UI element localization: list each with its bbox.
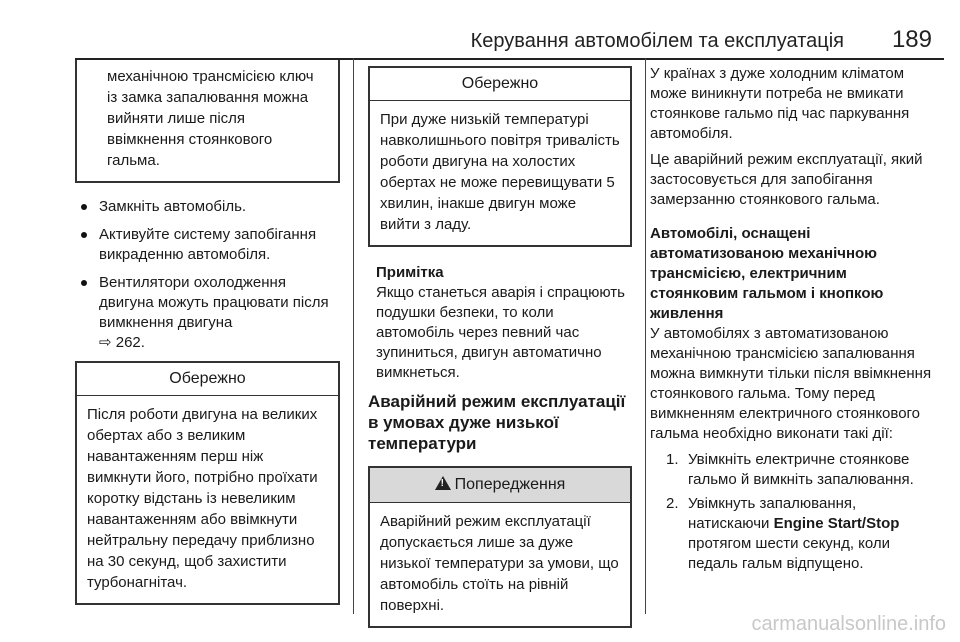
step-number: 1.	[666, 451, 679, 468]
caution-box	[75, 361, 340, 605]
list-item-text: Активуйте систему запобігання викраденню автомобіля.	[99, 226, 317, 263]
column-3	[650, 60, 936, 578]
caution-box	[368, 66, 632, 247]
column-divider	[645, 58, 646, 614]
paragraph: У країнах з дуже холодним кліматом може виникнути потреба не вмикати стоянкове гальмо під час паркування автомобіля.	[650, 65, 910, 142]
note-text: Якщо станеться аварія і спрацюють подушки безпеки, то коли автомобіль через певний час зупиниться, двигун автоматично вимкнеться.	[376, 284, 625, 381]
step-text: Увімкніть електричне стоянкове гальмо й вимкніть запалювання.	[688, 451, 914, 488]
list-item-text: Замкніть автомобіль.	[99, 198, 247, 215]
list-item-text: Вентилятори охолодження двигуна можуть працювати після вимкнення двигуна	[99, 274, 329, 331]
bullet-list	[75, 197, 340, 353]
button-name: Engine Start/Stop	[773, 515, 900, 532]
bullet-icon	[81, 232, 87, 238]
warning-triangle-icon: !	[435, 476, 451, 490]
list-item	[75, 273, 340, 353]
bullet-icon	[81, 280, 87, 286]
page-ref-icon: ⇨	[99, 334, 112, 351]
caution-text: При дуже низькій температурі навколишнього повітря тривалість роботи двигуна на холостих обертах не може перевищувати 5 хвилин, інакше двигун може вийти з ладу.	[380, 111, 620, 233]
paragraph: Це аварійний режим експлуатації, який застосовується для запобігання замерзанню стоянкового гальма.	[650, 151, 923, 208]
step-text: Увімкнуть запалювання, натискаючи	[688, 495, 857, 532]
caution-title: Обережно	[77, 363, 338, 396]
section-heading: Аварійний режим експлуатації в умовах дуже низької температури	[368, 392, 626, 453]
steps-list	[650, 450, 936, 574]
subheading: Автомобілі, оснащені автоматизованою механічною трансмісією, електричним стоянковим гальмом і кнопкою живлення	[650, 225, 884, 322]
caution-continued-text: механічною трансмісією ключ із замка запалювання можна вийняти лише після ввімкнення стоянкового гальма.	[107, 68, 314, 169]
watermark: carmanualsonline.info	[751, 613, 946, 635]
column-2	[368, 60, 632, 628]
warning-box	[368, 466, 632, 628]
note-title: Примітка	[376, 264, 444, 281]
note-block	[368, 263, 632, 383]
warning-title: Попередження	[454, 476, 566, 493]
paragraph: У автомобілях з автоматизованою механічною трансмісією запалювання можна вимкнути тільки після ввімкнення стоянкового гальма. Тому перед вимкненням електричного стоянкового гальма необхідно виконати такі дії:	[650, 325, 932, 442]
step-item	[650, 450, 936, 490]
list-item	[75, 225, 340, 265]
column-divider	[353, 58, 354, 614]
page-number: 189	[891, 26, 932, 53]
page-header	[0, 0, 960, 58]
step-item	[650, 494, 936, 574]
caution-box-continued	[75, 60, 340, 183]
caution-text: Після роботи двигуна на великих обертах або з великим навантаженням перш ніж вимкнути його, потрібно проїхати коротку відстань із невеликим навантаженням або ввімкнути нейтральну передачу приблизно на 30 секунд, щоб захистити турбонагнітач.	[87, 406, 318, 591]
warning-text: Аварійний режим експлуатації допускається лише за дуже низької температури за умови, що автомобіль стоїть на рівній поверхні.	[380, 513, 619, 614]
caution-title: Обережно	[370, 68, 630, 101]
column-1	[75, 60, 340, 605]
page-header-title: Керування автомобілем та експлуатація	[470, 30, 844, 52]
step-number: 2.	[666, 495, 679, 512]
page-ref[interactable]: 262.	[115, 334, 145, 351]
list-item	[75, 197, 340, 217]
bullet-icon	[81, 204, 87, 210]
step-text: протягом шести секунд, коли педаль гальм відпущено.	[688, 535, 891, 572]
warning-header	[370, 468, 630, 503]
